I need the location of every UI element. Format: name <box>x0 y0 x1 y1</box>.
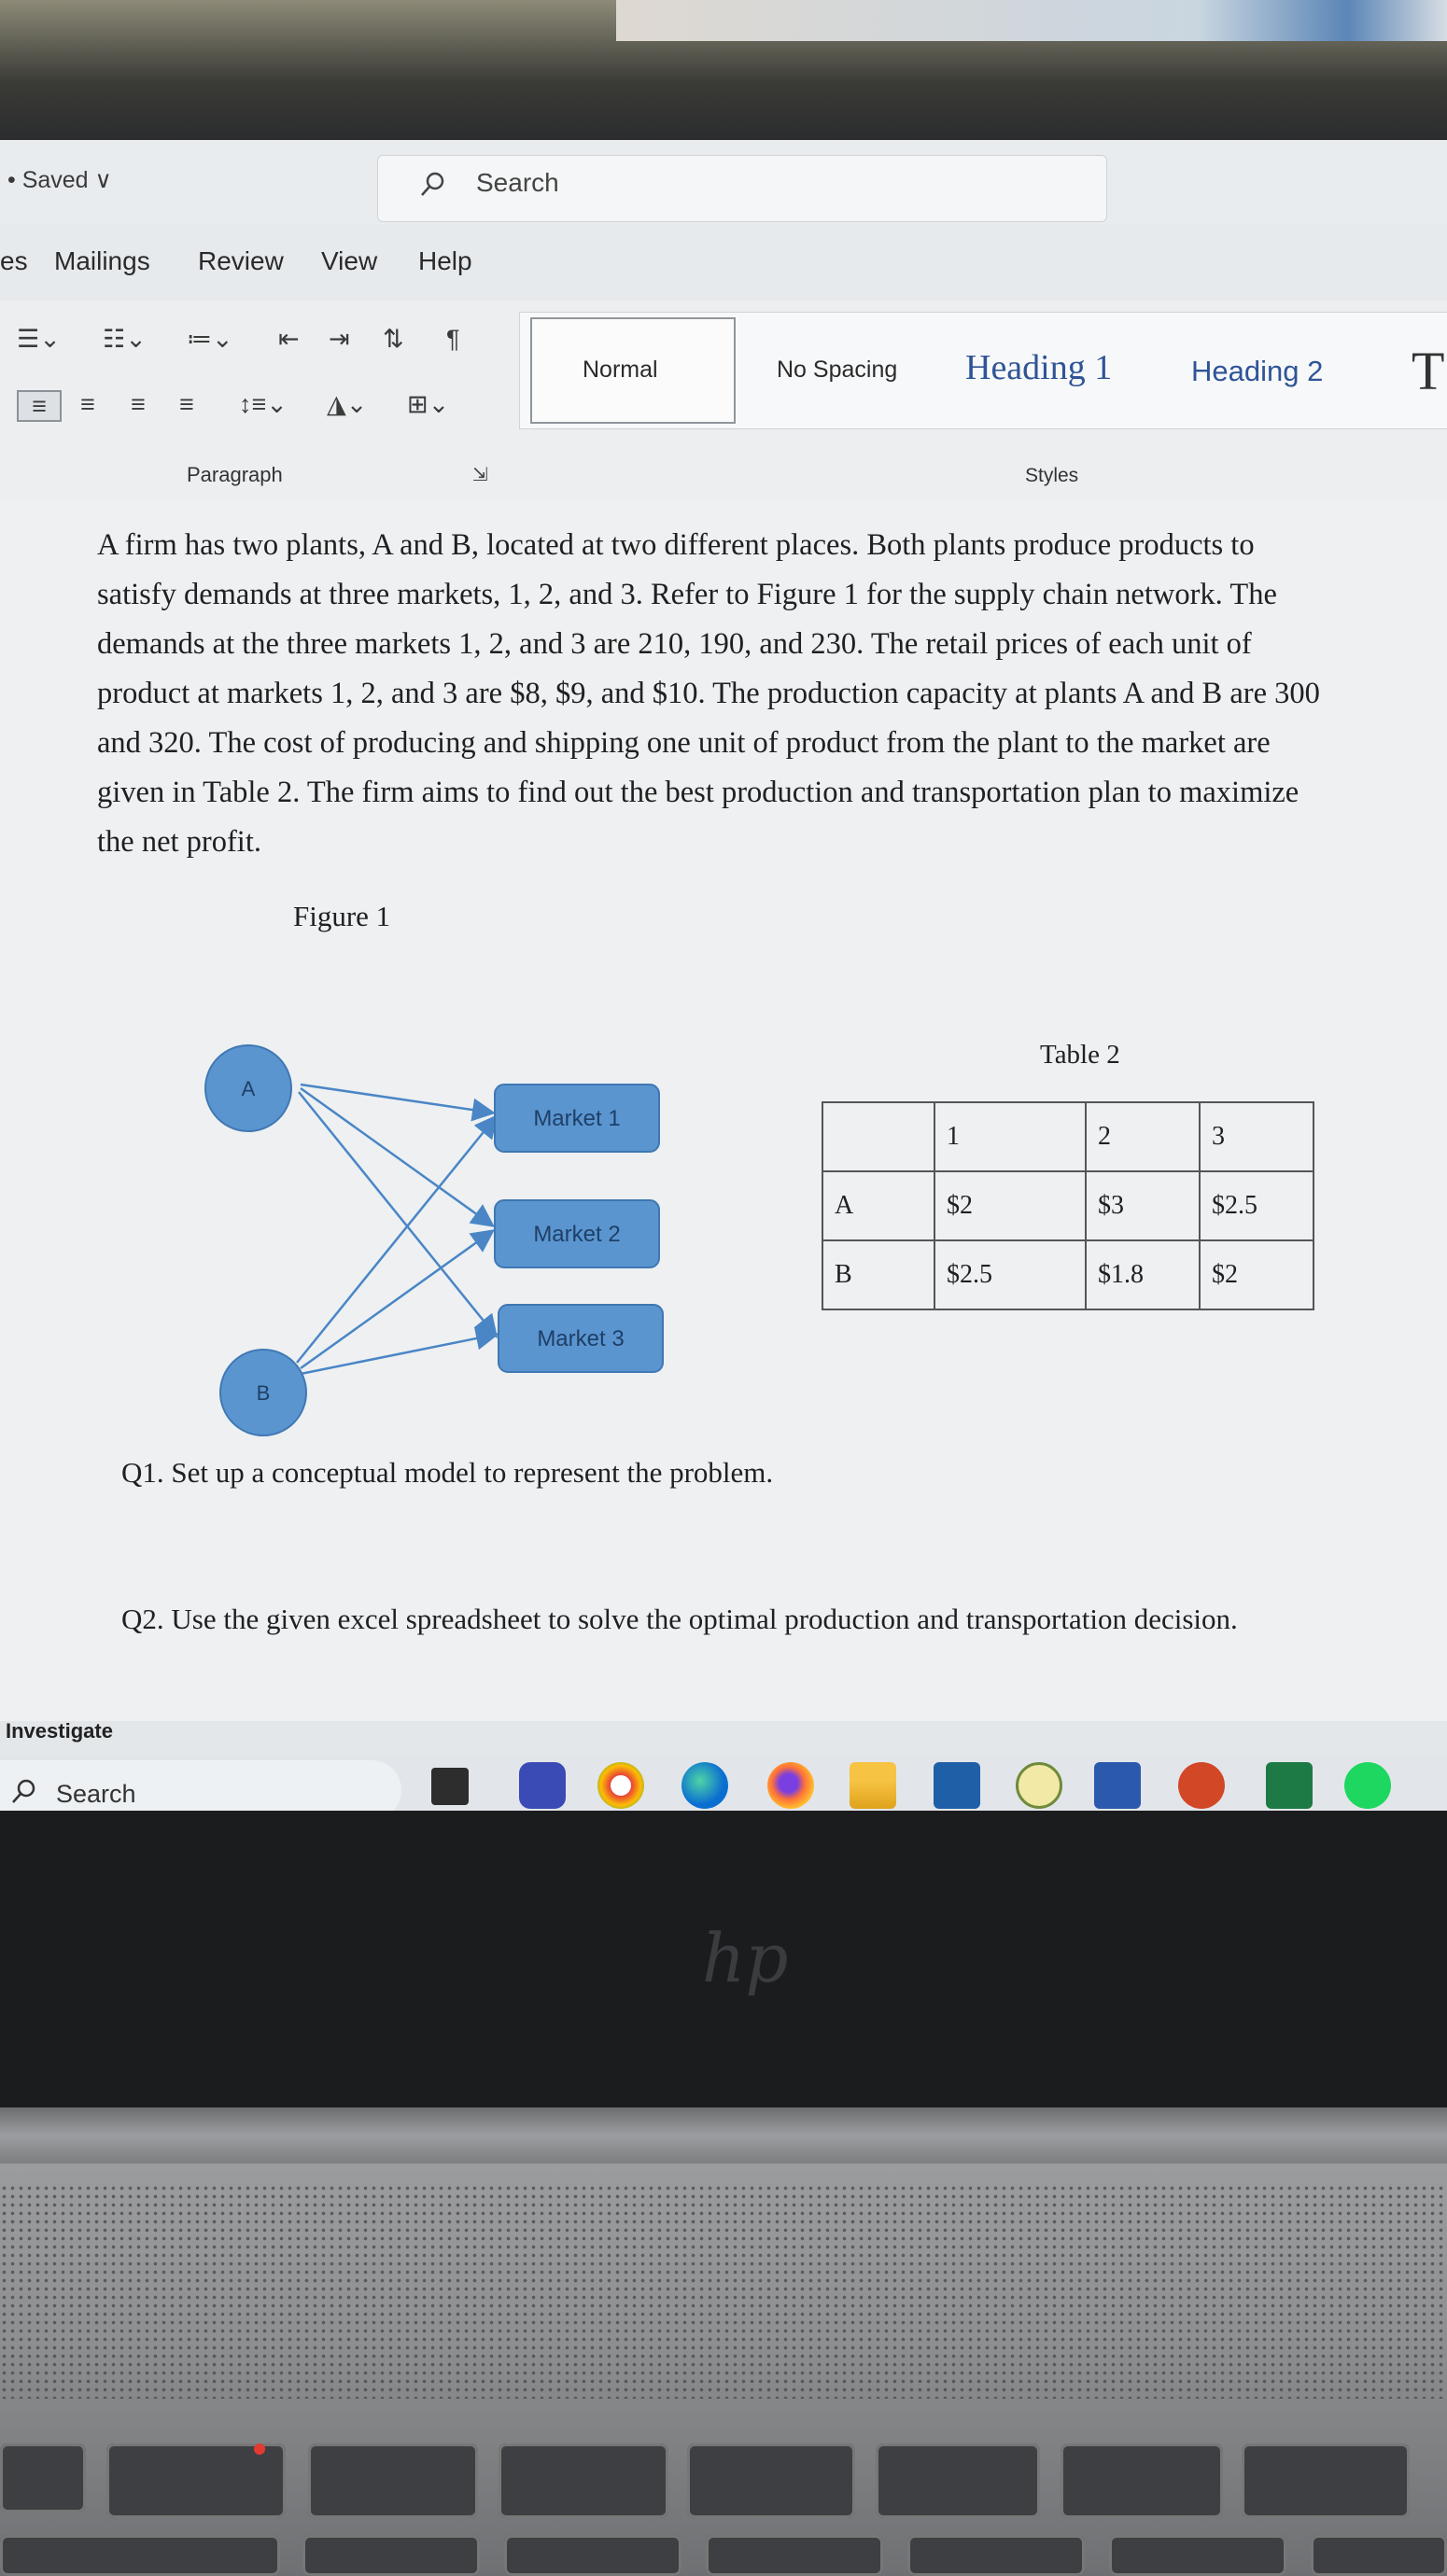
table-cell: 2 <box>1086 1102 1200 1171</box>
key-row-number <box>1109 2535 1286 2576</box>
mail-icon[interactable] <box>934 1762 980 1809</box>
menu-item-review[interactable]: Review <box>198 246 284 275</box>
table-cell: $2.5 <box>934 1240 1086 1309</box>
justify-icon[interactable]: ≡ <box>179 390 194 418</box>
paragraph-group-label: Paragraph <box>187 463 283 486</box>
wps-icon[interactable] <box>1016 1762 1062 1809</box>
key-row-number <box>504 2535 681 2576</box>
key-row-number <box>0 2535 280 2576</box>
table-cell: 3 <box>1200 1102 1314 1171</box>
table-cell: $2 <box>1200 1240 1314 1309</box>
edge-icon[interactable] <box>681 1762 728 1809</box>
style-no-spacing[interactable]: No Spacing <box>777 357 898 383</box>
hp-logo: hp <box>702 1919 789 1997</box>
styles-group-label: Styles <box>1025 465 1079 486</box>
key-row-number <box>302 2535 480 2576</box>
market-label-2: Market 2 <box>533 1222 621 1247</box>
line-spacing-icon[interactable]: ↕≡⌄ <box>239 390 288 418</box>
investigate-label: Investigate <box>6 1719 113 1743</box>
style-heading-1[interactable]: Heading 1 <box>965 348 1113 387</box>
background-window <box>616 0 1447 41</box>
table-row <box>822 1240 1314 1309</box>
table-header-row <box>822 1102 1314 1171</box>
key-f5 <box>876 2443 1040 2518</box>
mute-led-icon <box>254 2443 265 2455</box>
plant-label-a: A <box>241 1077 256 1100</box>
plant-node-b <box>220 1350 306 1435</box>
key-f2 <box>308 2443 478 2518</box>
key-row-number <box>907 2535 1085 2576</box>
table-cell <box>822 1102 934 1171</box>
market-label-1: Market 1 <box>533 1106 621 1131</box>
plant-label-b: B <box>256 1381 271 1405</box>
status-strip <box>0 1721 1447 1755</box>
numbering-icon[interactable]: ☷⌄ <box>103 325 147 353</box>
bullets-icon[interactable]: ☰⌄ <box>17 325 61 353</box>
increase-indent-icon[interactable]: ⇥ <box>329 325 350 353</box>
taskbar-search-icon <box>9 1777 37 1805</box>
chrome-icon[interactable] <box>597 1762 644 1809</box>
decrease-indent-icon[interactable]: ⇤ <box>278 325 300 353</box>
key-f7 <box>1242 2443 1410 2518</box>
key-f3 <box>499 2443 668 2518</box>
market-node-2 <box>495 1200 659 1267</box>
style-heading-2[interactable]: Heading 2 <box>1191 355 1324 387</box>
search-icon <box>418 170 446 198</box>
key-row-number <box>706 2535 883 2576</box>
menu-item-mailings[interactable]: Mailings <box>54 246 150 275</box>
edge-b-m2 <box>301 1232 491 1368</box>
borders-icon[interactable]: ⊞⌄ <box>407 390 450 418</box>
taskbar-search-label: Search <box>56 1780 136 1808</box>
menu-item-help[interactable]: Help <box>418 246 472 275</box>
question-1[interactable]: Q1. Set up a conceptual model to represent the problem. <box>121 1456 774 1489</box>
table-caption: Table 2 <box>1040 1040 1120 1070</box>
market-label-3: Market 3 <box>537 1326 625 1351</box>
plant-node-a <box>205 1045 291 1131</box>
align-center-icon[interactable]: ≡ <box>80 390 95 418</box>
key-f4 <box>687 2443 855 2518</box>
question-2[interactable]: Q2. Use the given excel spreadsheet to solve the optimal production and transportation decision. <box>121 1603 1238 1635</box>
shading-icon[interactable]: ◮⌄ <box>327 390 368 418</box>
table-cell: $3 <box>1086 1171 1200 1240</box>
table-cell: B <box>822 1240 934 1309</box>
laptop-hinge <box>0 2107 1447 2163</box>
table-cell: $2 <box>934 1171 1086 1240</box>
task-view-icon[interactable] <box>431 1768 469 1805</box>
table-row <box>822 1171 1314 1240</box>
table-cell: 1 <box>934 1102 1086 1171</box>
saved-status[interactable]: • Saved ∨ <box>7 167 112 193</box>
table-cell: $1.8 <box>1086 1240 1200 1309</box>
excel-icon[interactable] <box>1266 1762 1313 1809</box>
market-node-3 <box>499 1305 663 1372</box>
market-node-1 <box>495 1085 659 1152</box>
menu-item-view[interactable]: View <box>321 246 378 275</box>
menu-item-layout[interactable]: es <box>0 246 28 275</box>
key-f1 <box>106 2443 286 2518</box>
powerpoint-icon[interactable] <box>1178 1762 1225 1809</box>
firefox-icon[interactable] <box>767 1762 814 1809</box>
style-normal[interactable]: Normal <box>583 357 658 383</box>
key-f6 <box>1061 2443 1223 2518</box>
edge-b-m1 <box>297 1118 495 1363</box>
align-right-icon[interactable]: ≡ <box>131 390 146 418</box>
sort-icon[interactable]: ⇅ <box>383 325 404 353</box>
cost-table <box>822 1101 1314 1310</box>
body-paragraph[interactable]: A firm has two plants, A and B, located at two different places. Both plants produce products to satisfy demands at three markets, 1, 2, and 3. Refer to Figure 1 for the supply chain network. The demands at the three markets 1, 2, and 3 are 210, 190, and 230. The retail prices of each unit of product at markets 1, 2, and 3 are $8, $9, and $10. The production capacity at plants A and B are 300 and 320. The cost of producing and shipping one unit of product from the plant to the market are given in Table 2. The firm aims to find out the best production and transportation plan to maximize the net profit. <box>97 528 1320 859</box>
key-row-number <box>1311 2535 1447 2576</box>
align-left-icon[interactable]: ≡ <box>17 390 62 422</box>
dialog-launcher-icon[interactable]: ⇲ <box>472 465 488 485</box>
speaker-grille <box>0 2184 1447 2399</box>
multilevel-list-icon[interactable]: ≔⌄ <box>187 325 233 353</box>
supply-chain-diagram <box>187 1027 691 1437</box>
table-cell: A <box>822 1171 934 1240</box>
teams-icon[interactable] <box>519 1762 566 1809</box>
table-cell: $2.5 <box>1200 1171 1314 1240</box>
word-icon[interactable] <box>1094 1762 1141 1809</box>
spotify-icon[interactable] <box>1344 1762 1391 1809</box>
pilcrow-icon[interactable]: ¶ <box>446 325 460 353</box>
figure-caption: Figure 1 <box>293 900 391 932</box>
search-label: Search <box>476 168 559 197</box>
edge-b-m3 <box>301 1335 495 1374</box>
file-explorer-icon[interactable] <box>850 1762 896 1809</box>
style-title[interactable]: T <box>1412 341 1445 401</box>
key-esc <box>0 2443 86 2513</box>
